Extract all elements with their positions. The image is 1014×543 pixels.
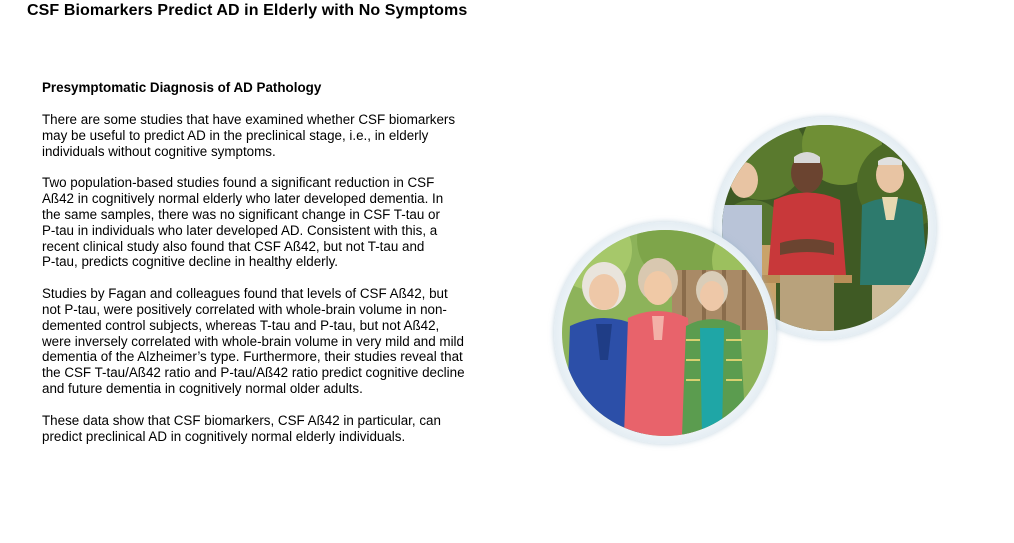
line: P-tau in individuals who later developed AD. Consistent with this, a (42, 222, 438, 238)
line: were inversely correlated with whole-brain volume in very mild and mild (42, 333, 464, 349)
line: There are some studies that have examined whether CSF biomarkers (42, 112, 456, 127)
line: not P-tau, were positively correlated with whole-brain volume in non- (42, 301, 447, 317)
slide-title: CSF Biomarkers Predict AD in Elderly with No Symptoms (27, 2, 468, 19)
line: Aß42 in cognitively normal elderly who later developed dementia. In (42, 191, 444, 207)
line: Two population-based studies found a significant reduction in CSF (42, 175, 435, 191)
line: the same samples, there was no significant change in CSF T-tau or (42, 206, 440, 222)
line: the CSF T-tau/Aß42 ratio and P-tau/Aß42 ratio predict cognitive decline (42, 365, 465, 381)
line: demented control subjects, whereas T-tau and P-tau, but not Aß42, (42, 317, 440, 333)
paragraph-3 (42, 286, 494, 397)
line: These data show that CSF biomarkers, CSF Aß42 in particular, can (42, 412, 441, 428)
paragraph-2 (42, 175, 494, 270)
line: and future dementia in cognitively normal older adults. (42, 380, 363, 396)
photo-elderly-women-illustration (562, 230, 768, 436)
section-heading: Presymptomatic Diagnosis of AD Pathology (42, 80, 322, 95)
paragraph-1 (42, 112, 494, 159)
line: Studies by Fagan and colleagues found that levels of CSF Aß42, but (42, 286, 448, 302)
paragraph-4 (42, 413, 494, 445)
photo-elderly-women (562, 230, 768, 436)
line: individuals without cognitive symptoms. (42, 143, 276, 159)
line: may be useful to predict AD in the preclinical stage, i.e., in elderly (42, 127, 429, 143)
content-body (42, 80, 494, 460)
line: recent clinical study also found that CSF Aß42, but not T-tau and (42, 238, 425, 254)
line: predict preclinical AD in cognitively normal elderly individuals. (42, 428, 406, 444)
line: dementia of the Alzheimer’s type. Furthermore, their studies reveal that (42, 349, 463, 365)
line: P-tau, predicts cognitive decline in healthy elderly. (42, 254, 338, 270)
photo-elderly-women-frame (554, 222, 776, 444)
